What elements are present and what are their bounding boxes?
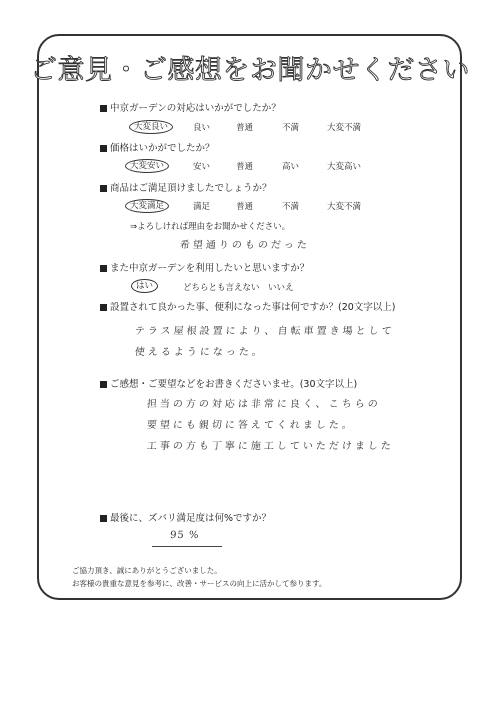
option[interactable]: 満足 [193,202,211,212]
question-product-satisfaction [100,180,272,194]
option[interactable]: 普通 [236,202,254,212]
square-bullet-icon [100,515,107,522]
footer-thanks: ご協力頂き、誠にありがとうございました。 [72,566,222,575]
question-comments [100,376,357,390]
option[interactable]: 高い [282,162,300,172]
option[interactable]: 大変不満 [327,123,362,133]
question-satisfaction-percent [100,510,271,524]
square-bullet-icon [100,145,107,152]
question-reuse [100,260,309,274]
option-selected[interactable]: はい [131,279,158,293]
question-text: 最後に、ズバリ満足度は何%ですか？ [110,513,272,524]
question-text: また中京ガーデンを利用したいと思いますか？ [110,263,310,274]
option[interactable]: 不満 [282,123,300,133]
question-text: 中京ガーデンの対応はいかがでしたか？ [110,103,281,114]
option[interactable]: 普通 [236,123,254,133]
square-bullet-icon [100,265,107,272]
question-text: 設置されて良かった事、便利になった事は何ですか？(20文字以上) [110,302,396,313]
question-text: 商品はご満足頂けましたでしょうか？ [110,183,272,194]
option-selected[interactable]: 大変安い [125,159,169,173]
page-title: ご意見・ご感想をお聞かせください [30,55,470,86]
option-selected[interactable]: 大変良い [129,120,173,134]
option[interactable]: どちらとも言えない [183,283,260,293]
comments-answer-line: 担当の方の対応は非常に良く、こちらの [146,399,382,410]
square-bullet-icon [100,185,107,192]
comments-answer-line: 要望にも親切に答えてくれました。 [146,420,356,431]
footer-note: お客様の貴重な意見を参考に、改善・サービスの向上に活かして参ります。 [72,579,327,588]
option[interactable]: いいえ [268,283,294,293]
square-bullet-icon [100,304,107,311]
comments-answer-line: 工事の方も丁寧に施工していただけました [146,441,395,452]
question-price [100,140,215,154]
option[interactable]: 良い [193,123,211,133]
satisfaction-answer: 95 % [169,530,200,541]
benefits-answer-line: 使えるようになった。 [134,347,266,358]
option[interactable]: 普通 [236,162,254,172]
question-text: 価格はいかがでしたか？ [110,143,215,154]
question-benefits [100,299,396,313]
square-bullet-icon [100,105,107,112]
reason-answer: 希望通りのものだった [179,240,311,251]
question-staff-response [100,100,281,114]
question-text: ご感想・ご要望などをお書きくださいませ。(30文字以上) [110,379,358,390]
option[interactable]: 安い [193,162,211,172]
answer-underline [152,546,222,547]
benefits-answer-line: テラス屋根設置により、自転車置き場として [134,326,395,337]
reason-prompt: ⇒よろしければ理由をお聞かせください。 [130,222,291,232]
square-bullet-icon [100,381,107,388]
option[interactable]: 不満 [282,202,300,212]
option[interactable]: 大変高い [327,162,362,172]
option-selected[interactable]: 大変満足 [125,199,169,213]
option[interactable]: 大変不満 [327,202,362,212]
